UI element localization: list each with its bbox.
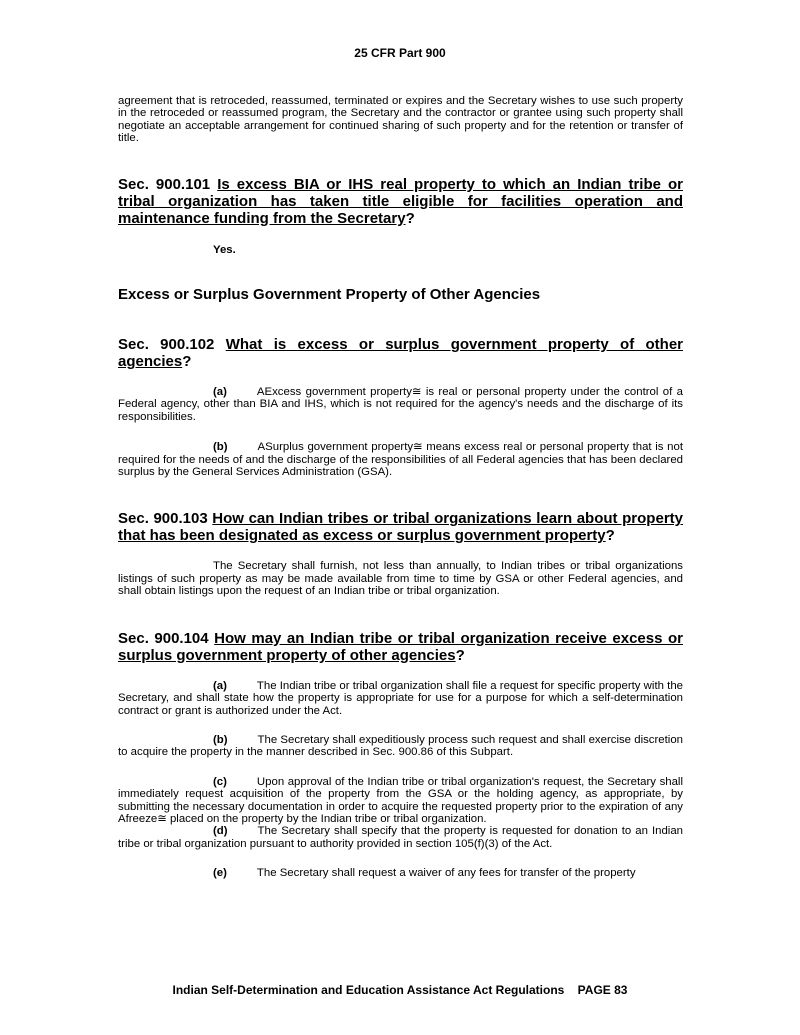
question-mark: ? <box>405 209 415 227</box>
paragraph-text: AExcess government property≅ is real or personal property under the control of a Federal agency, other than BIA and IHS, which is not required for the agency's needs and the discharge of its responsibilities. <box>118 386 683 423</box>
question-mark: ? <box>605 527 615 545</box>
paragraph-label: (a) <box>213 679 227 692</box>
section-title: What is excess or surplus government property of other agencies <box>118 336 684 371</box>
paragraph-a <box>118 680 683 717</box>
paragraph-b <box>118 441 683 478</box>
paragraph-text: Upon approval of the Indian tribe or tribal organization's request, the Secretary shall immediately request acquisition of the property from the GSA or the holding agency, as appropriate, by submitting the necessary documentation in order to acquire the requested property prior to the expiration of any Afreeze≅ placed on the property by the Indian tribe or tribal organization. <box>118 775 683 825</box>
paragraph-e <box>118 867 683 879</box>
section-number: Sec. 900.104 <box>118 629 209 647</box>
paragraph-a <box>118 386 683 423</box>
section-heading-900-102 <box>118 336 683 370</box>
paragraph-label: (c) <box>213 775 227 788</box>
document-body <box>118 95 683 880</box>
paragraph-d <box>118 825 683 850</box>
section-title: How can Indian tribes or tribal organizations learn about property that has been designated as excess or surplus government property <box>118 510 683 545</box>
section-paragraph: The Secretary shall furnish, not less than annually, to Indian tribes or tribal organizations listings of such property as may be made available from time to time by GSA or other Federal agencies, and shall obtain listings upon the request of an Indian tribe or tribal organization. <box>118 560 683 598</box>
answer-yes: Yes. <box>213 243 236 256</box>
paragraph-label: (d) <box>213 825 228 838</box>
paragraph-label: (b) <box>213 733 228 746</box>
paragraph-text: The Secretary shall expeditiously process such request and shall exercise discretion to acquire the property in the manner described in Sec. 900.86 of this Subpart. <box>118 733 683 759</box>
section-number: Sec. 900.101 <box>118 175 211 193</box>
page-footer: Indian Self-Determination and Education Assistance Act Regulations PAGE 83 <box>172 983 628 997</box>
paragraph-b <box>118 734 683 759</box>
paragraph-label: (b) <box>213 441 228 454</box>
section-title: How may an Indian tribe or tribal organization receive excess or surplus government property of other agencies <box>118 629 683 664</box>
paragraph-label: (a) <box>213 386 227 399</box>
paragraph-c <box>118 776 683 826</box>
paragraph-text: The Secretary shall request a waiver of any fees for transfer of the property <box>256 867 636 880</box>
paragraph-label: (e) <box>213 867 227 880</box>
subpart-heading: Excess or Surplus Government Property of Other Agencies <box>118 286 541 304</box>
intro-paragraph: agreement that is retroceded, reassumed, terminated or expires and the Secretary wishes to use such property in the retroceded or reassumed program, the Secretary and the contractor or grantee using such property shall negotiate an acceptable arrangement for continued sharing of such property and for the retention or transfer of title. <box>118 95 683 145</box>
section-heading-900-101 <box>118 176 683 227</box>
paragraph-text: The Secretary shall specify that the property is requested for donation to an Indian tribe or tribal organization pursuant to authority provided in section 105(f)(3) of the Act. <box>118 825 683 850</box>
section-title: Is excess BIA or IHS real property to which an Indian tribe or tribal organization has taken title eligible for facilities operation and maintenance funding from the Secretary <box>118 175 684 227</box>
answer-paragraph <box>118 244 683 256</box>
section-number: Sec. 900.103 <box>118 510 208 528</box>
paragraph-text: ASurplus government property≅ means excess real or personal property that is not required for the needs of and the discharge of the responsibilities of all Federal agencies that has been declared surplus by the General Services Administration (GSA). <box>118 441 683 479</box>
question-mark: ? <box>455 646 465 664</box>
section-number: Sec. 900.102 <box>118 336 215 354</box>
section-heading-900-103 <box>118 510 683 544</box>
section-heading-900-104 <box>118 630 683 664</box>
paragraph-text: The Indian tribe or tribal organization shall file a request for specific property with the Secretary, and shall state how the property is appropriate for use for a purpose for which a self-determination contract or grant is authorized under the Act. <box>118 679 683 717</box>
page-header: 25 CFR Part 900 <box>354 46 446 60</box>
question-mark: ? <box>182 353 192 371</box>
